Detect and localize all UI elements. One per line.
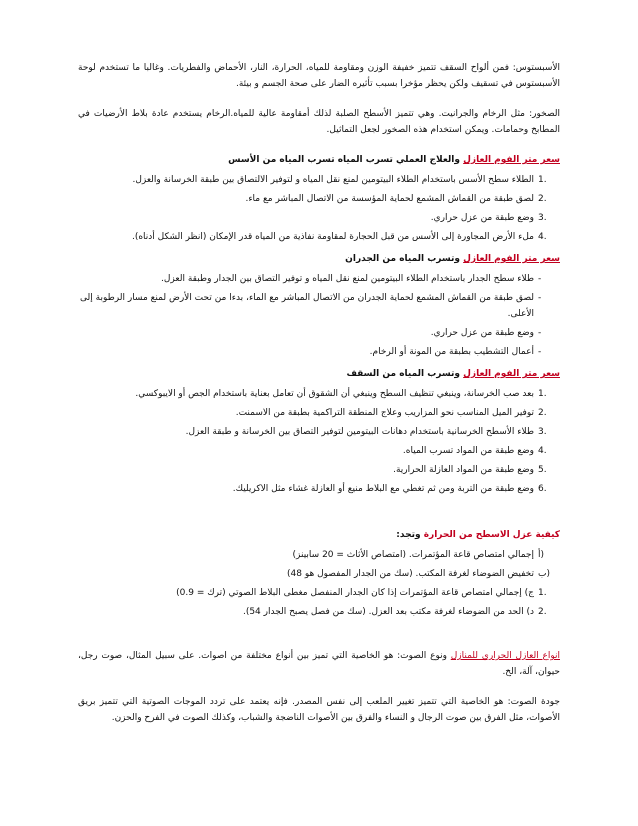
list-item-text: الطلاء سطح الأسس باستخدام الطلاء البيتومين لمنع نقل المياه و لتوفير الالتصاق بين طبقة الخرسانة والعزل. [132, 175, 534, 185]
intro-asbestos-paragraph: الأسبستوس: فمن ألواح السقف تتميز خفيفة الوزن ومقاومة للمياه، الحرارة، النار، الأحماض والفطريات. وغالبا ما تستخدم لوحة الأسبستوس في تسقيف ولكن يحظر مؤخرا بسبب تأثيره الضار على صحة الجسم و بيئة. [78, 63, 560, 89]
list-item-text: طلاء الأسطح الخرسانية باستخدام دهانات البيتومين لتوفير التصاق بين الخرسانة و طبقة العزل. [185, 427, 534, 437]
section-heat-insulation-heading [78, 527, 560, 543]
sound-types-paragraph [78, 648, 560, 680]
intro-rocks-paragraph: الصخور: مثل الرخام والجرانيت. وهي تتميز الأسطح الصلبة لذلك أمقاومة عالية للمياه.الرخام يستخدم عادة بلاط الأرضيات في المطابخ وحمامات. ويمكن استخدام هذه الصخور لجعل التماثيل. [78, 109, 560, 135]
section-foundations-link[interactable]: سعر متر الفوم العازل [463, 155, 560, 165]
list-item [78, 191, 560, 207]
list-marker: 4. [538, 232, 547, 242]
list-marker: 3. [538, 213, 547, 223]
list-item [78, 481, 560, 497]
list-marker: 1. [538, 588, 547, 598]
section-foundations-heading-rest: والعلاج العملي تسرب المياه تسرب المياه من الأسس [228, 155, 464, 165]
list-item [78, 405, 560, 421]
list-marker: - [538, 347, 542, 357]
list-marker: 2. [538, 607, 547, 617]
section-walls-heading-rest: وتسرب المياه من الجدران [345, 254, 464, 264]
list-item-text: وضع طبقة من المواد تسرب المياه. [402, 446, 534, 456]
foundations-steps-list [78, 172, 560, 245]
list-item [78, 344, 560, 360]
spacer [78, 626, 560, 648]
list-item [78, 566, 560, 582]
list-item-text: توفير الميل المناسب نحو المزاريب وعلاج المنطقة التراكمية بطبقة من الاسمنت. [235, 408, 534, 418]
list-marker: ب) [538, 569, 550, 579]
list-item-text: وضع طبقة من التربة ومن ثم تغطي مع البلاط منيع أو العازلة غشاء مثل الاكريليك. [232, 484, 534, 494]
list-marker: - [538, 328, 542, 338]
section-heat-insulation-title: كيفية عزل الاسطح من الحرارة [423, 530, 560, 540]
heat-insulation-list [78, 547, 560, 620]
list-item [78, 462, 560, 478]
section-foundations-heading [78, 152, 560, 168]
section-roof-heading [78, 366, 560, 382]
list-marker: 2. [538, 408, 547, 418]
list-item [78, 424, 560, 440]
list-item-text: طلاء سطح الجدار باستخدام الطلاء البيتومين لمنع نقل المياه و توفير التصاق بين الجدار وطبقة العزل. [161, 274, 534, 284]
list-item [78, 547, 560, 563]
list-item [78, 172, 560, 188]
list-marker: 3. [538, 427, 547, 437]
section-heat-insulation-heading-rest: وتجد: [396, 530, 424, 540]
list-item [78, 271, 560, 287]
section-walls-heading [78, 251, 560, 267]
list-item [78, 229, 560, 245]
list-marker: 4. [538, 446, 547, 456]
list-marker: 2. [538, 194, 547, 204]
sound-quality-paragraph: جودة الصوت: هو الخاصية التي تتميز تغيير الملعب إلى نفس المصدر. فإنه يعتمد على تردد الموجات الصوتية التي تتميز بريق الأصوات، مثل الفرق بين صوت الرجال و النساء والفرق بين الأصوات الناضجة والشباب، وكذلك الصوت في الفرح والحزن. [78, 697, 560, 723]
sound-types-link[interactable]: انواع العازل الحراري للمنازل [450, 651, 560, 661]
list-marker: أ) [538, 550, 545, 560]
list-item-text: د) الحد من الضوضاء لغرفة مكتب بعد العزل. (سك من فصل يصبح الجدار 54). [242, 607, 534, 617]
spacer [78, 503, 560, 525]
list-marker: 1. [538, 389, 547, 399]
list-marker: - [538, 274, 542, 284]
list-item [78, 386, 560, 402]
sound-types-text: ونوع الصوت: هو الخاصية التي تميز بين أنواع مختلفة من اصوات. على سبيل المثال، صوت رجل، حيوان، آلة، الخ. [78, 651, 560, 677]
list-item [78, 290, 560, 322]
list-item [78, 325, 560, 341]
list-item-text: ج) إجمالي امتصاص قاعة المؤتمرات إذا كان الجدار المنفصل مغطى البلاط الصوتي (ترك = 0.9) [176, 588, 534, 598]
section-roof-link[interactable]: سعر متر الفوم العازل [463, 369, 560, 379]
list-item-text: بعد صب الخرسانة، وينبغي تنظيف السطح وينبغي أن الشقوق أن تعامل بعناية باستخدام الجص أو الايبوكسي. [135, 389, 534, 399]
document-page [78, 60, 560, 740]
section-roof-heading-rest: وتسرب المياه من السقف [346, 369, 464, 379]
roof-steps-list [78, 386, 560, 497]
list-item-text: تخفيض الضوضاء لغرفة المكتب. (سك من الجدار المفصول هو 48) [287, 569, 534, 579]
list-item-text: إجمالي امتصاص قاعة المؤتمرات. (امتصاص الأثاث = 20 سابينز) [292, 550, 534, 560]
list-marker: 1. [538, 175, 547, 185]
list-item-text: وضع طبقة من المواد العازلة الحرارية. [393, 465, 534, 475]
list-item-text: ملء الأرض المجاورة إلى الأسس من قبل الحجارة لمقاومة نفاذية من المياه قدر الإمكان (انظر الشكل أدناه). [131, 232, 534, 242]
list-item-text: وضع طبقة من عزل حراري. [430, 328, 534, 338]
list-marker: 5. [538, 465, 547, 475]
section-walls-link[interactable]: سعر متر الفوم العازل [463, 254, 560, 264]
list-item-text: أعمال التشطيب بطبقة من المونة أو الرخام. [369, 347, 534, 357]
list-item-text: وضع طبقة من عزل حراري. [430, 213, 534, 223]
list-marker: - [538, 293, 542, 303]
list-item [78, 210, 560, 226]
list-item-text: لصق طبقة من القماش المشمع لحماية الجدران من الاتصال المباشر مع الماء، بدءا من تحت الأرض لمنع مسار الرطوبة إلى الأعلى. [80, 293, 534, 319]
list-item [78, 604, 560, 620]
list-marker: 6. [538, 484, 547, 494]
walls-steps-list [78, 271, 560, 360]
list-item-text: لصق طبقة من القماش المشمع لحماية المؤسسة من الاتصال المباشر مع ماء. [245, 194, 534, 204]
list-item [78, 585, 560, 601]
list-item [78, 443, 560, 459]
